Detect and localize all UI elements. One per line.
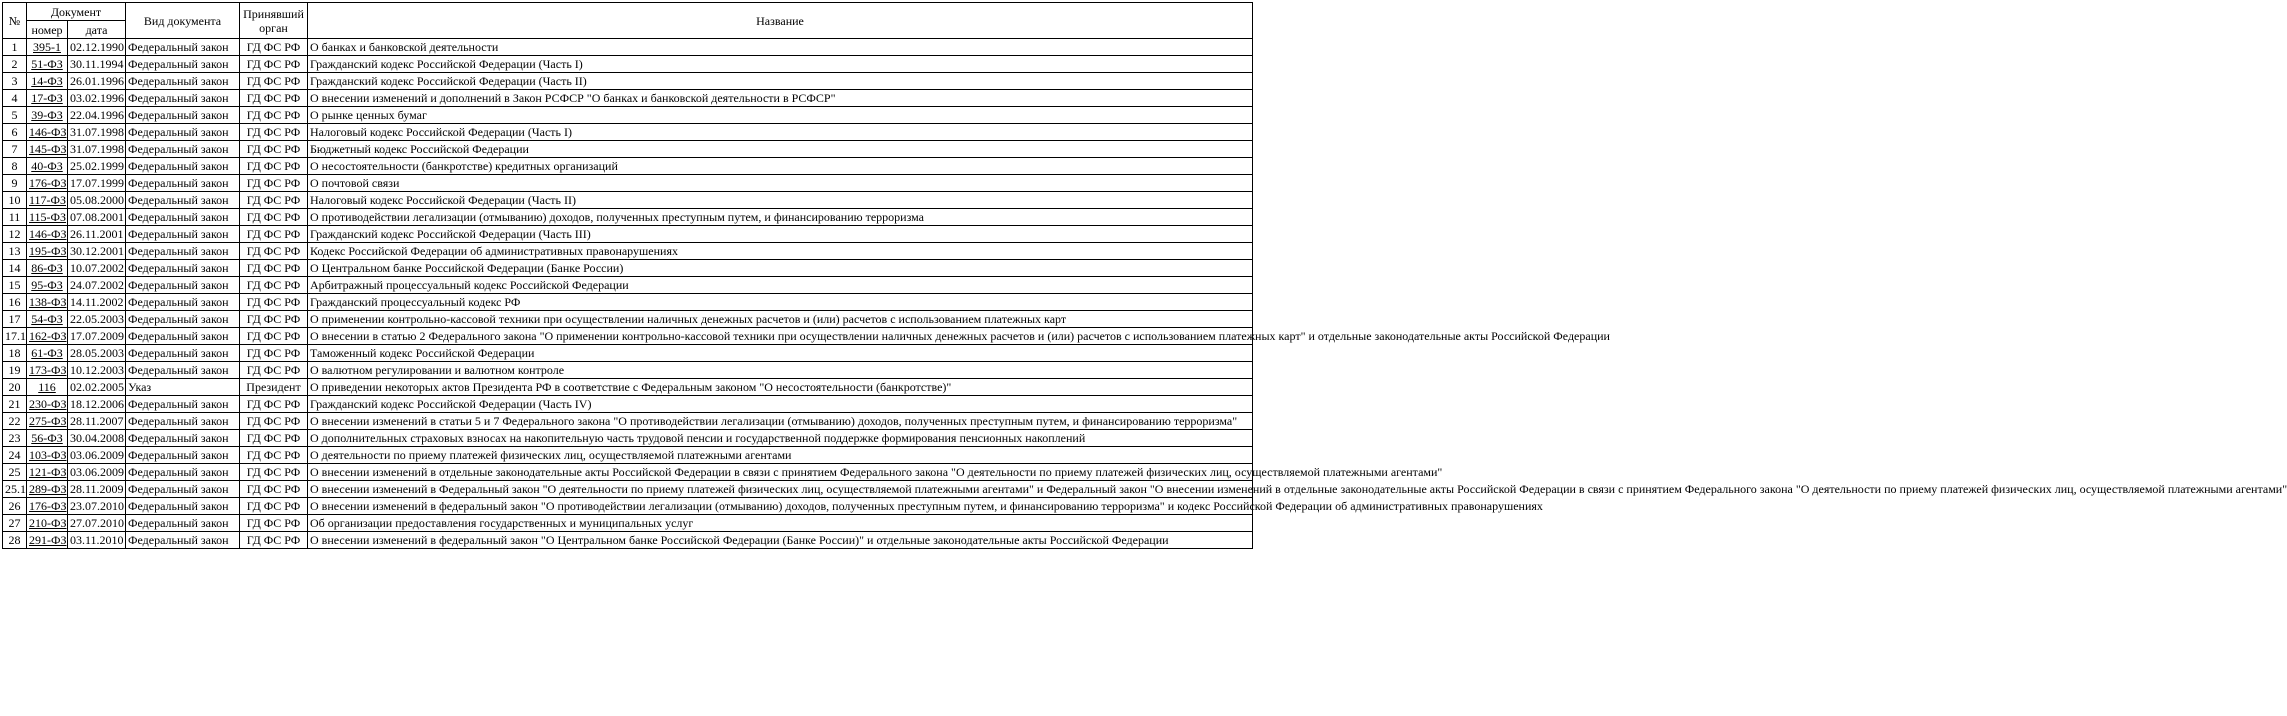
document-number-link[interactable]: 146-ФЗ [29, 125, 67, 139]
table-row [3, 141, 1253, 158]
header-title: Название [308, 3, 1253, 39]
row-number: 28 [3, 532, 27, 549]
row-number: 3 [3, 73, 27, 90]
document-number-link[interactable]: 51-ФЗ [31, 57, 63, 71]
document-title: Гражданский кодекс Российской Федерации (Часть I) [308, 56, 1253, 73]
document-kind: Федеральный закон [126, 73, 240, 90]
row-number: 2 [3, 56, 27, 73]
document-number-link[interactable]: 95-ФЗ [31, 278, 63, 292]
laws-table [2, 2, 2287, 549]
row-number: 23 [3, 430, 27, 447]
document-date: 18.12.2006 [68, 396, 126, 413]
issuing-body: ГД ФС РФ [240, 328, 308, 345]
document-number-cell [27, 107, 68, 124]
issuing-body: ГД ФС РФ [240, 311, 308, 328]
row-number: 22 [3, 413, 27, 430]
table-row [3, 464, 1253, 481]
document-title: Бюджетный кодекс Российской Федерации [308, 141, 1253, 158]
document-number-link[interactable]: 54-ФЗ [31, 312, 63, 326]
document-kind: Федеральный закон [126, 141, 240, 158]
document-kind: Федеральный закон [126, 532, 240, 549]
issuing-body: ГД ФС РФ [240, 515, 308, 532]
document-number-link[interactable]: 40-ФЗ [31, 159, 63, 173]
document-date: 14.11.2002 [68, 294, 126, 311]
row-number: 16 [3, 294, 27, 311]
document-kind: Федеральный закон [126, 124, 240, 141]
document-number-link[interactable]: 121-ФЗ [29, 465, 67, 479]
document-number-cell [27, 175, 68, 192]
document-number-cell [27, 158, 68, 175]
document-title: О Центральном банке Российской Федерации (Банке России) [308, 260, 1253, 277]
document-number-link[interactable]: 291-ФЗ [29, 533, 67, 547]
document-date: 30.11.1994 [68, 56, 126, 73]
document-title: О деятельности по приему платежей физических лиц, осуществляемой платежными агентами [308, 447, 1253, 464]
document-kind: Федеральный закон [126, 311, 240, 328]
document-kind: Федеральный закон [126, 56, 240, 73]
row-number: 11 [3, 209, 27, 226]
document-kind: Федеральный закон [126, 260, 240, 277]
table-row [3, 192, 1253, 209]
document-title: Налоговый кодекс Российской Федерации (Часть II) [308, 192, 1253, 209]
issuing-body: ГД ФС РФ [240, 192, 308, 209]
document-number-link[interactable]: 173-ФЗ [29, 363, 67, 377]
issuing-body: ГД ФС РФ [240, 73, 308, 90]
table-row [3, 209, 1253, 226]
document-number-cell [27, 73, 68, 90]
issuing-body: ГД ФС РФ [240, 243, 308, 260]
document-date: 24.07.2002 [68, 277, 126, 294]
document-title: О внесении в статью 2 Федерального закона "О применении контрольно-кассовой техники при осуществлении наличных денежных расчетов и (или) расчетов с использованием платежных карт" и отдельные законодательные акты Российской Федерации [308, 328, 1253, 345]
issuing-body: ГД ФС РФ [240, 362, 308, 379]
table-row [3, 226, 1253, 243]
document-kind: Федеральный закон [126, 226, 240, 243]
document-kind: Федеральный закон [126, 464, 240, 481]
table-row [3, 532, 1253, 549]
issuing-body: ГД ФС РФ [240, 39, 308, 56]
issuing-body: ГД ФС РФ [240, 226, 308, 243]
document-title: О внесении изменений и дополнений в Закон РСФСР "О банках и банковской деятельности в РСФСР" [308, 90, 1253, 107]
document-kind: Федеральный закон [126, 362, 240, 379]
table-row [3, 107, 1253, 124]
document-date: 10.12.2003 [68, 362, 126, 379]
row-number: 15 [3, 277, 27, 294]
table-row [3, 498, 1253, 515]
document-kind: Федеральный закон [126, 175, 240, 192]
issuing-body: ГД ФС РФ [240, 158, 308, 175]
document-kind: Федеральный закон [126, 277, 240, 294]
document-kind: Федеральный закон [126, 345, 240, 362]
document-number-link[interactable]: 103-ФЗ [29, 448, 67, 462]
table-row [3, 328, 1253, 345]
issuing-body: ГД ФС РФ [240, 277, 308, 294]
issuing-body: ГД ФС РФ [240, 345, 308, 362]
row-number: 8 [3, 158, 27, 175]
document-date: 28.11.2007 [68, 413, 126, 430]
document-title: Арбитражный процессуальный кодекс Российской Федерации [308, 277, 1253, 294]
document-date: 02.12.1990 [68, 39, 126, 56]
document-number-cell [27, 90, 68, 107]
table-body [3, 39, 2287, 549]
document-date: 10.07.2002 [68, 260, 126, 277]
document-title: Гражданский процессуальный кодекс РФ [308, 294, 1253, 311]
document-number-link[interactable]: 56-ФЗ [31, 431, 63, 445]
table-row [3, 515, 1253, 532]
document-title: О рынке ценных бумаг [308, 107, 1253, 124]
document-number-cell [27, 311, 68, 328]
document-number-cell [27, 345, 68, 362]
row-number: 10 [3, 192, 27, 209]
document-date: 22.05.2003 [68, 311, 126, 328]
header-num: № [3, 3, 27, 39]
document-date: 27.07.2010 [68, 515, 126, 532]
document-number-cell [27, 260, 68, 277]
issuing-body: ГД ФС РФ [240, 498, 308, 515]
table-row [3, 345, 1253, 362]
issuing-body: ГД ФС РФ [240, 447, 308, 464]
document-title: О противодействии легализации (отмыванию) доходов, полученных преступным путем, и финансированию терроризма [308, 209, 1253, 226]
issuing-body: ГД ФС РФ [240, 107, 308, 124]
document-number-cell [27, 124, 68, 141]
document-kind: Федеральный закон [126, 192, 240, 209]
document-date: 25.02.1999 [68, 158, 126, 175]
document-number-link[interactable]: 395-1 [33, 40, 61, 54]
document-number-cell [27, 243, 68, 260]
document-kind: Федеральный закон [126, 447, 240, 464]
document-date: 30.12.2001 [68, 243, 126, 260]
table-row [3, 124, 1253, 141]
document-number-cell [27, 447, 68, 464]
document-number-cell [27, 362, 68, 379]
document-title: О внесении изменений в отдельные законодательные акты Российской Федерации в связи с принятием Федерального закона "О деятельности по приему платежей физических лиц, осуществляемой платежными агентами" [308, 464, 1253, 481]
document-date: 17.07.2009 [68, 328, 126, 345]
issuing-body: ГД ФС РФ [240, 141, 308, 158]
document-kind: Федеральный закон [126, 396, 240, 413]
document-number-link[interactable]: 145-ФЗ [29, 142, 67, 156]
header-document: Документ [27, 3, 126, 21]
document-number-link[interactable]: 146-ФЗ [29, 227, 67, 241]
document-number-cell [27, 481, 68, 498]
document-kind: Федеральный закон [126, 294, 240, 311]
issuing-body: ГД ФС РФ [240, 532, 308, 549]
table-row [3, 396, 1253, 413]
document-kind: Федеральный закон [126, 515, 240, 532]
document-date: 03.11.2010 [68, 532, 126, 549]
document-kind: Федеральный закон [126, 107, 240, 124]
document-number-link[interactable]: 230-ФЗ [29, 397, 67, 411]
document-number-cell [27, 209, 68, 226]
document-number-cell [27, 515, 68, 532]
document-kind: Федеральный закон [126, 158, 240, 175]
document-number-link[interactable]: 17-ФЗ [31, 91, 63, 105]
row-number: 18 [3, 345, 27, 362]
document-kind: Федеральный закон [126, 413, 240, 430]
table-row [3, 243, 1253, 260]
table-row [3, 90, 1253, 107]
document-number-cell [27, 39, 68, 56]
document-date: 03.06.2009 [68, 464, 126, 481]
document-date: 03.06.2009 [68, 447, 126, 464]
document-number-cell [27, 396, 68, 413]
document-title: О дополнительных страховых взносах на накопительную часть трудовой пенсии и государственной поддержке формирования пенсионных накоплений [308, 430, 1253, 447]
document-number-cell [27, 328, 68, 345]
table-row [3, 294, 1253, 311]
issuing-body: ГД ФС РФ [240, 430, 308, 447]
document-kind: Федеральный закон [126, 481, 240, 498]
document-number-link[interactable]: 39-ФЗ [31, 108, 63, 122]
document-number-link[interactable]: 14-ФЗ [31, 74, 63, 88]
document-title: О банках и банковской деятельности [308, 39, 1253, 56]
document-title: Гражданский кодекс Российской Федерации (Часть II) [308, 73, 1253, 90]
row-number: 1 [3, 39, 27, 56]
table-row [3, 481, 1253, 498]
table-row [3, 260, 1253, 277]
document-date: 28.05.2003 [68, 345, 126, 362]
header-body: Принявший орган [240, 3, 308, 39]
document-kind: Указ [126, 379, 240, 396]
document-date: 28.11.2009 [68, 481, 126, 498]
document-title: Кодекс Российской Федерации об административных правонарушениях [308, 243, 1253, 260]
document-number-cell [27, 379, 68, 396]
document-number-link[interactable]: 61-ФЗ [31, 346, 63, 360]
row-number: 25 [3, 464, 27, 481]
document-date: 23.07.2010 [68, 498, 126, 515]
document-number-link[interactable]: 138-ФЗ [29, 295, 67, 309]
table-row [3, 73, 1253, 90]
document-title: Налоговый кодекс Российской Федерации (Часть I) [308, 124, 1253, 141]
document-title: О применении контрольно-кассовой техники при осуществлении наличных денежных расчетов и (или) расчетов с использованием платежных карт [308, 311, 1253, 328]
document-number-link[interactable]: 162-ФЗ [29, 329, 67, 343]
document-number-link[interactable]: 115-ФЗ [29, 210, 67, 224]
document-title: О внесении изменений в статьи 5 и 7 Федерального закона "О противодействии легализации (отмыванию) доходов, полученных преступным путем, и финансированию терроризма" [308, 413, 1253, 430]
table-row [3, 362, 1253, 379]
issuing-body: ГД ФС РФ [240, 294, 308, 311]
row-number: 25.1 [3, 481, 27, 498]
document-number-cell [27, 141, 68, 158]
table-row [3, 430, 1253, 447]
document-number-cell [27, 56, 68, 73]
document-number-cell [27, 413, 68, 430]
issuing-body: ГД ФС РФ [240, 464, 308, 481]
document-number-link[interactable]: 86-ФЗ [31, 261, 63, 275]
header-date: дата [68, 21, 126, 39]
row-number: 13 [3, 243, 27, 260]
row-number: 24 [3, 447, 27, 464]
document-kind: Федеральный закон [126, 209, 240, 226]
document-number-cell [27, 430, 68, 447]
document-title: Об организации предоставления государственных и муниципальных услуг [308, 515, 1253, 532]
table-row [3, 56, 1253, 73]
table-row [3, 379, 1253, 396]
table-row [3, 158, 1253, 175]
document-title: О приведении некоторых актов Президента РФ в соответствие с Федеральным законом "О несостоятельности (банкротстве)" [308, 379, 1253, 396]
document-number-link[interactable]: 195-ФЗ [29, 244, 67, 258]
issuing-body: ГД ФС РФ [240, 90, 308, 107]
document-date: 30.04.2008 [68, 430, 126, 447]
document-date: 03.02.1996 [68, 90, 126, 107]
document-title: О несостоятельности (банкротстве) кредитных организаций [308, 158, 1253, 175]
header-kind: Вид документа [126, 3, 240, 39]
row-number: 17 [3, 311, 27, 328]
document-date: 02.02.2005 [68, 379, 126, 396]
document-date: 17.07.1999 [68, 175, 126, 192]
issuing-body: ГД ФС РФ [240, 56, 308, 73]
document-number-link[interactable]: 116 [38, 380, 56, 394]
issuing-body: ГД ФС РФ [240, 396, 308, 413]
row-number: 7 [3, 141, 27, 158]
document-kind: Федеральный закон [126, 39, 240, 56]
document-number-link[interactable]: 289-ФЗ [29, 482, 67, 496]
row-number: 21 [3, 396, 27, 413]
issuing-body: ГД ФС РФ [240, 175, 308, 192]
document-title: О валютном регулировании и валютном контроле [308, 362, 1253, 379]
row-number: 6 [3, 124, 27, 141]
document-number-link[interactable]: 117-ФЗ [29, 193, 67, 207]
document-date: 31.07.1998 [68, 124, 126, 141]
document-number-cell [27, 294, 68, 311]
row-number: 27 [3, 515, 27, 532]
document-title: О внесении изменений в Федеральный закон "О деятельности по приему платежей физических лиц, осуществляемой платежными агентами" и Федеральный закон "О внесении изменений в отдельные законодательные акты Российской Федерации в связи с принятием Федерального закона "О деятельности по приему платежей физических лиц, осуществляемой платежными агентами" [308, 481, 1253, 498]
issuing-body: ГД ФС РФ [240, 481, 308, 498]
document-number-cell [27, 498, 68, 515]
document-number-cell [27, 226, 68, 243]
document-kind: Федеральный закон [126, 430, 240, 447]
row-number: 12 [3, 226, 27, 243]
document-title: О внесении изменений в федеральный закон "О противодействии легализации (отмыванию) доходов, полученных преступным путем, и финансированию терроризма" и кодекс Российской Федерации об административных правонарушениях [308, 498, 1253, 515]
table-header [3, 3, 1253, 39]
document-kind: Федеральный закон [126, 328, 240, 345]
document-number-link[interactable]: 275-ФЗ [29, 414, 67, 428]
document-kind: Федеральный закон [126, 90, 240, 107]
document-title: Гражданский кодекс Российской Федерации (Часть IV) [308, 396, 1253, 413]
document-number-link[interactable]: 210-ФЗ [29, 516, 67, 530]
table-row [3, 277, 1253, 294]
row-number: 26 [3, 498, 27, 515]
issuing-body: Президент [240, 379, 308, 396]
table-row [3, 447, 1253, 464]
document-number-link[interactable]: 176-ФЗ [29, 499, 67, 513]
document-title: Таможенный кодекс Российской Федерации [308, 345, 1253, 362]
issuing-body: ГД ФС РФ [240, 260, 308, 277]
row-number: 9 [3, 175, 27, 192]
issuing-body: ГД ФС РФ [240, 413, 308, 430]
document-kind: Федеральный закон [126, 243, 240, 260]
table-row [3, 311, 1253, 328]
row-number: 14 [3, 260, 27, 277]
row-number: 20 [3, 379, 27, 396]
document-date: 26.11.2001 [68, 226, 126, 243]
document-date: 05.08.2000 [68, 192, 126, 209]
issuing-body: ГД ФС РФ [240, 124, 308, 141]
row-number: 4 [3, 90, 27, 107]
document-title: О почтовой связи [308, 175, 1253, 192]
table-row [3, 39, 1253, 56]
document-date: 07.08.2001 [68, 209, 126, 226]
document-date: 31.07.1998 [68, 141, 126, 158]
document-number-cell [27, 464, 68, 481]
table-row [3, 413, 1253, 430]
row-number: 5 [3, 107, 27, 124]
document-number-cell [27, 277, 68, 294]
document-number-cell [27, 532, 68, 549]
issuing-body: ГД ФС РФ [240, 209, 308, 226]
row-number: 19 [3, 362, 27, 379]
document-title: Гражданский кодекс Российской Федерации (Часть III) [308, 226, 1253, 243]
document-title: О внесении изменений в федеральный закон "О Центральном банке Российской Федерации (Банке России)" и отдельные законодательные акты Российской Федерации [308, 532, 1253, 549]
document-date: 26.01.1996 [68, 73, 126, 90]
document-date: 22.04.1996 [68, 107, 126, 124]
row-number: 17.1 [3, 328, 27, 345]
document-number-link[interactable]: 176-ФЗ [29, 176, 67, 190]
table-row [3, 175, 1253, 192]
document-number-cell [27, 192, 68, 209]
document-kind: Федеральный закон [126, 498, 240, 515]
header-number: номер [27, 21, 68, 39]
